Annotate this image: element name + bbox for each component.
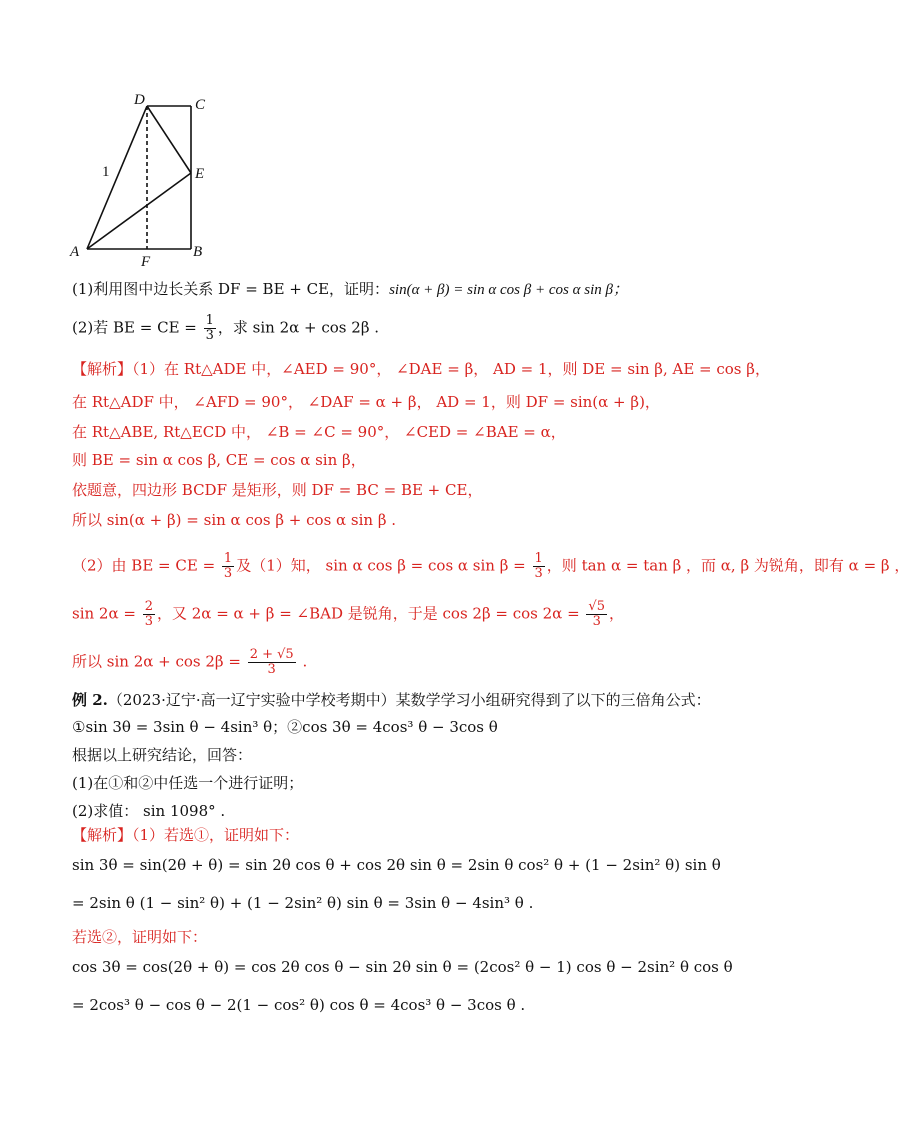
- label-B: B: [193, 244, 203, 260]
- example-2-solution-6: = 2cos³ θ − cos θ − 2(1 − cos² θ) cos θ = 4cos³ θ − 3cos θ .: [72, 996, 526, 1014]
- solution-line-9b: .: [297, 652, 308, 671]
- example-2-source: （2023·辽宁·高一辽宁实验中学校考期中）某数学学习小组研究得到了以下的三倍角公式：: [107, 691, 711, 709]
- example-2-solution-5: cos 3θ = cos(2θ + θ) = cos 2θ cos θ − sin 2θ sin θ = (2cos² θ − 1) cos θ − 2sin² θ cos θ: [72, 958, 733, 976]
- fraction: $\frac{√5}{3}$: [588, 599, 605, 629]
- fraction: $\frac{1}{3}$: [223, 551, 233, 581]
- solution-line-7c: ，则 tan α = tan β ，而 α, β 为锐角，即有 α = β ，: [546, 556, 909, 575]
- example-2-solution-4: 若选②，证明如下：: [72, 928, 208, 946]
- solution-line-9a: 所以 sin 2α + cos 2β =: [72, 652, 246, 671]
- geometry-figure: [60, 92, 260, 272]
- example-2-header: [72, 689, 711, 711]
- example-2-solution-3: = 2sin θ (1 − sin² θ) + (1 − 2sin² θ) sin θ = 3sin θ − 4sin³ θ .: [72, 894, 534, 912]
- question-2: [72, 314, 379, 343]
- question-2-suffix: ，求 sin 2α + cos 2β .: [217, 318, 380, 337]
- example-2-solution-1: 【解析】（1）若选①，证明如下：: [72, 826, 300, 844]
- example-2-part-2: (2)求值： sin 1098° .: [72, 802, 226, 820]
- question-1-formula: sin(α + β) = sin α cos β + cos α sin β；: [389, 282, 628, 298]
- label-one: 1: [102, 164, 110, 180]
- solution-line-8c: ，: [608, 604, 624, 623]
- solution-line-7a: （2）由 BE = CE =: [72, 556, 220, 575]
- solution-line-5: 依题意，四边形 BCDF 是矩形，则 DF = BC = BE + CE，: [72, 481, 483, 499]
- label-E: E: [195, 166, 205, 182]
- label-F: F: [141, 254, 151, 270]
- question-1-text: (1)利用图中边长关系 DF = BE + CE，证明：: [72, 280, 390, 298]
- example-2-part-1: (1)在①和②中任选一个进行证明；: [72, 774, 304, 792]
- label-A: A: [70, 244, 80, 260]
- solution-line-3: 在 Rt△ABE, Rt△ECD 中， ∠B = ∠C = 90°， ∠CED = ∠BAE = α，: [72, 423, 566, 441]
- solution-line-7: [72, 552, 909, 581]
- solution-line-8a: sin 2α =: [72, 604, 141, 623]
- example-2-intro: 根据以上研究结论，回答：: [72, 746, 253, 764]
- fraction: $\frac{1}{3}$: [205, 313, 214, 343]
- solution-line-4: 则 BE = sin α cos β, CE = cos α sin β，: [72, 451, 366, 469]
- fraction: $\frac{2 + √5}{3}$: [249, 647, 294, 677]
- solution-line-7b: 及（1）知， sin α cos β = cos α sin β =: [236, 556, 531, 575]
- example-2-formulas: ①sin 3θ = 3sin θ − 4sin³ θ；②cos 3θ = 4cos³ θ − 3cos θ: [72, 718, 498, 736]
- solution-line-8: [72, 600, 624, 629]
- solution-line-9: [72, 648, 307, 677]
- edge-DE: [147, 106, 191, 173]
- question-2-prefix: (2)若 BE = CE =: [72, 318, 202, 337]
- solution-line-8b: ，又 2α = α + β = ∠BAD 是锐角，于是 cos 2β = cos 2α =: [156, 604, 585, 623]
- example-2-solution-2: sin 3θ = sin(2θ + θ) = sin 2θ cos θ + cos 2θ sin θ = 2sin θ cos² θ + (1 − 2sin² θ) sin θ: [72, 856, 721, 874]
- fraction: $\frac{2}{3}$: [144, 599, 153, 629]
- solution-line-1: 【解析】（1）在 Rt△ADE 中，∠AED = 90°， ∠DAE = β， AD = 1，则 DE = sin β, AE = cos β，: [72, 360, 770, 378]
- question-1: [72, 278, 628, 301]
- example-2-title: 例 2.: [72, 691, 108, 709]
- label-C: C: [195, 97, 206, 113]
- fraction: $\frac{1}{3}$: [534, 551, 543, 581]
- label-D: D: [134, 92, 145, 108]
- solution-line-6: 所以 sin(α + β) = sin α cos β + cos α sin β .: [72, 511, 397, 529]
- solution-line-2: 在 Rt△ADF 中， ∠AFD = 90°， ∠DAF = α + β， AD = 1，则 DF = sin(α + β)，: [72, 393, 660, 411]
